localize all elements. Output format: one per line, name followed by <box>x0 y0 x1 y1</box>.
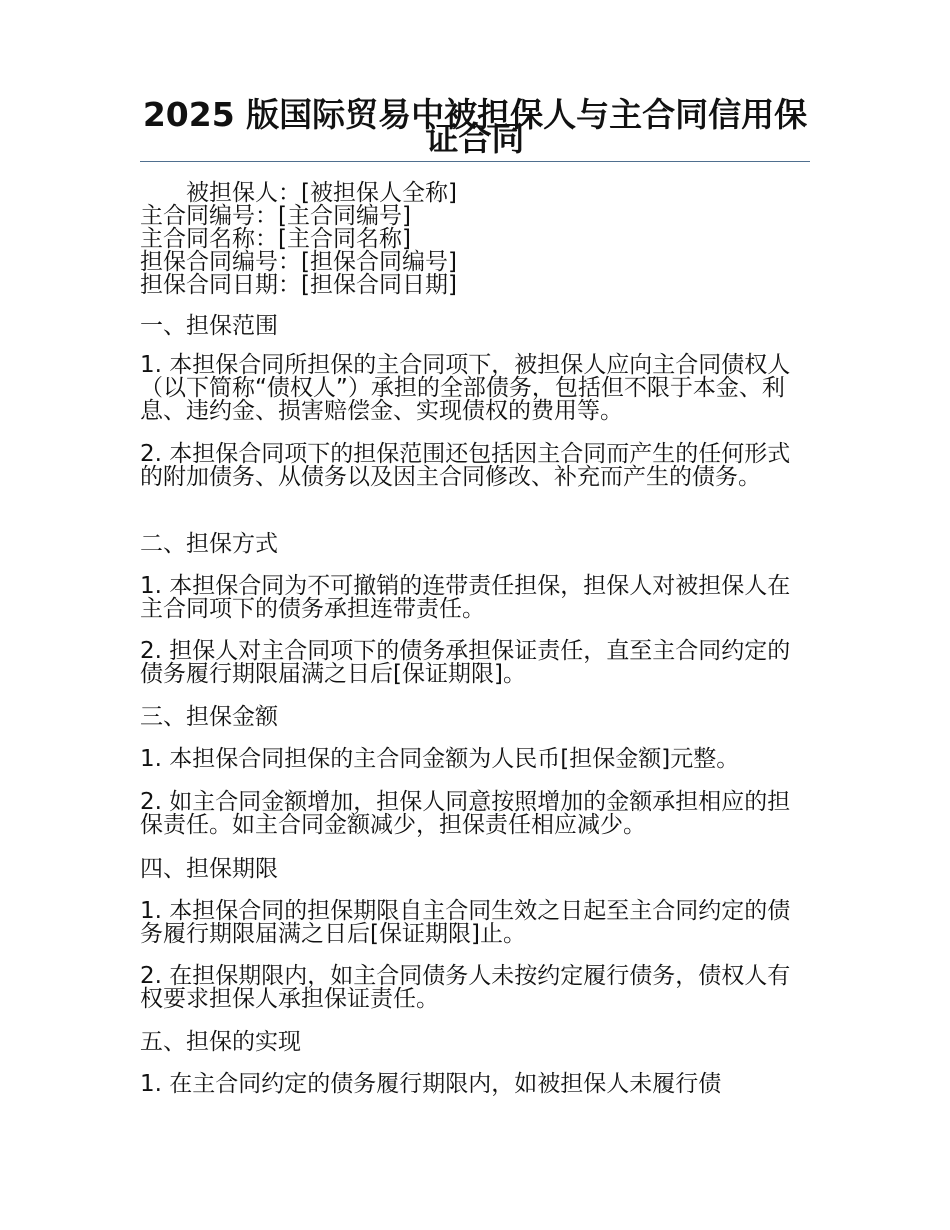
section-scope-paragraph-1: 1. 本担保合同所担保的主合同项下，被担保人应向主合同债权人（以下简称“债权人”）承担的全部债务，包括但不限于本金、利息、违约金、损害赔偿金、实现债权的费用等。 <box>140 352 791 424</box>
meta-guarantee-contract-number: 担保合同编号：[担保合同编号] <box>140 249 457 275</box>
document-title: 2025 版国际贸易中被担保人与主合同信用保证合同 <box>142 95 808 158</box>
section-amount-paragraph-1: 1. 本担保合同担保的主合同金额为人民币[担保金额]元整。 <box>140 746 740 772</box>
meta-guarantee-contract-date: 担保合同日期：[担保合同日期] <box>140 272 457 298</box>
section-term-paragraph-1: 1. 本担保合同的担保期限自主合同生效之日起至主合同约定的债务履行期限届满之日后[保证期限]止。 <box>140 898 791 947</box>
section-heading-method: 二、担保方式 <box>140 531 278 557</box>
section-method-paragraph-2: 2. 担保人对主合同项下的债务承担保证责任，直至主合同约定的债务履行期限届满之日后[保证期限]。 <box>140 638 791 687</box>
meta-guaranteed-party: 被担保人：[被担保人全称] <box>186 180 457 206</box>
section-heading-enforcement: 五、担保的实现 <box>140 1029 301 1055</box>
section-method-paragraph-1: 1. 本担保合同为不可撤销的连带责任担保，担保人对被担保人在主合同项下的债务承担连带责任。 <box>140 573 791 622</box>
section-scope-paragraph-2: 2. 本担保合同项下的担保范围还包括因主合同而产生的任何形式的附加债务、从债务以及因主合同修改、补充而产生的债务。 <box>140 441 791 490</box>
section-heading-amount: 三、担保金额 <box>140 704 278 730</box>
contract-meta-block <box>140 182 810 297</box>
section-heading-scope: 一、担保范围 <box>140 313 278 339</box>
meta-main-contract-number: 主合同编号：[主合同编号] <box>140 203 411 229</box>
section-term-paragraph-2: 2. 在担保期限内，如主合同债务人未按约定履行债务，债权人有权要求担保人承担保证责任。 <box>140 963 791 1012</box>
section-enforcement-paragraph-1: 1. 在主合同约定的债务履行期限内，如被担保人未履行债 <box>140 1071 722 1097</box>
meta-main-contract-name: 主合同名称：[主合同名称] <box>140 226 411 252</box>
section-amount-paragraph-2: 2. 如主合同金额增加，担保人同意按照增加的金额承担相应的担保责任。如主合同金额减少，担保责任相应减少。 <box>140 789 791 838</box>
title-divider <box>140 161 810 162</box>
section-heading-term: 四、担保期限 <box>140 856 278 882</box>
